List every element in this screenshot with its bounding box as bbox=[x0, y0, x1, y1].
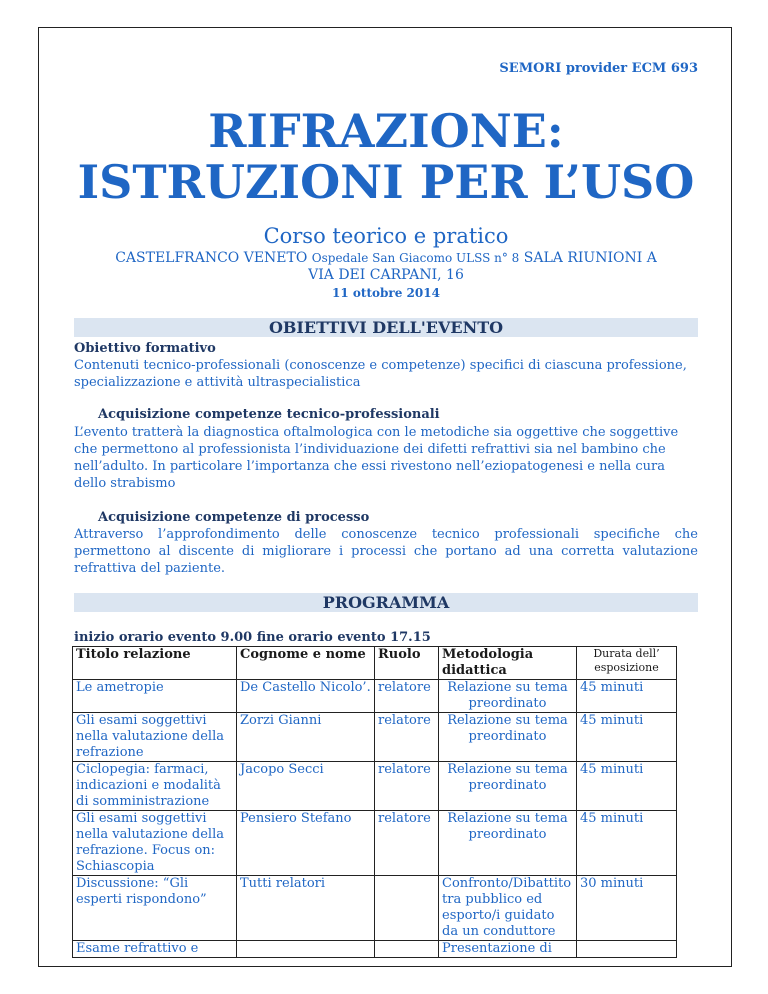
program-heading: PROGRAMMA bbox=[74, 593, 698, 612]
cell-duration: 45 minuti bbox=[577, 680, 677, 713]
col-title-header: Titolo relazione bbox=[73, 647, 237, 680]
cell-method: Presentazione di bbox=[439, 941, 577, 958]
table-row bbox=[73, 811, 677, 876]
section-technical-title: Acquisizione competenze tecnico-professionali bbox=[98, 407, 440, 422]
venue bbox=[74, 250, 698, 284]
program-table-header bbox=[73, 647, 677, 680]
program-table bbox=[72, 646, 677, 958]
cell-duration: 30 minuti bbox=[577, 876, 677, 941]
cell-name: Zorzi Gianni bbox=[237, 713, 375, 762]
provider-label: SEMORI provider ECM 693 bbox=[499, 61, 698, 76]
table-row bbox=[73, 876, 677, 941]
objectives-heading: OBIETTIVI DELL'EVENTO bbox=[74, 318, 698, 337]
cell-title: Discussione: “Gli esperti rispondono” bbox=[73, 876, 237, 941]
venue-hospital: Ospedale San Giacomo ULSS n° 8 bbox=[311, 251, 520, 265]
col-role-header: Ruolo bbox=[375, 647, 439, 680]
cell-name: De Castello Nicolo’. bbox=[237, 680, 375, 713]
cell-name: Pensiero Stefano bbox=[237, 811, 375, 876]
cell-role bbox=[375, 876, 439, 941]
document-page bbox=[38, 27, 732, 967]
col-method-header: Metodologia didattica bbox=[439, 647, 577, 680]
venue-room: SALA RIUNIONI A bbox=[523, 250, 657, 266]
subtitle: Corso teorico e pratico bbox=[263, 224, 509, 248]
cell-role: relatore bbox=[375, 762, 439, 811]
event-date: 11 ottobre 2014 bbox=[332, 286, 440, 300]
cell-method: Relazione su tema preordinato bbox=[439, 811, 577, 876]
venue-city: CASTELFRANCO VENETO bbox=[115, 250, 308, 266]
section-process-title: Acquisizione competenze di processo bbox=[98, 510, 370, 525]
cell-name bbox=[237, 941, 375, 958]
cell-role: relatore bbox=[375, 713, 439, 762]
cell-duration: 45 minuti bbox=[577, 811, 677, 876]
section-technical-text: L’evento tratterà la diagnostica oftalmologica con le metodiche sia oggettive che soggettive che permettono al professionista l’individuazione dei difetti refrattivi sia nel bambino che nell’adulto. In particolare l’importanza che essi rivestono nell’eziopatogenesi e nella cura dello strabismo bbox=[74, 425, 679, 491]
col-name-header: Cognome e nome bbox=[237, 647, 375, 680]
cell-title: Esame refrattivo e bbox=[73, 941, 237, 958]
table-row bbox=[73, 762, 677, 811]
cell-duration: 45 minuti bbox=[577, 713, 677, 762]
goal-text: Contenuti tecnico-professionali (conoscenze e competenze) specifici di ciascuna professione, specializzazione e attività ultraspecialistica bbox=[74, 358, 687, 390]
cell-role: relatore bbox=[375, 811, 439, 876]
goal-label: Obiettivo formativo bbox=[74, 341, 216, 356]
cell-title: Gli esami soggettivi nella valutazione della refrazione bbox=[73, 713, 237, 762]
cell-method: Relazione su tema preordinato bbox=[439, 680, 577, 713]
table-row bbox=[73, 680, 677, 713]
table-row bbox=[73, 713, 677, 762]
cell-duration: 45 minuti bbox=[577, 762, 677, 811]
cell-method: Confronto/Dibattito tra pubblico ed esporto/i guidato da un conduttore bbox=[439, 876, 577, 941]
cell-title: Gli esami soggettivi nella valutazione della refrazione. Focus on: Schiascopia bbox=[73, 811, 237, 876]
cell-title: Le ametropie bbox=[73, 680, 237, 713]
event-timeline: inizio orario evento 9.00 fine orario evento 17.15 bbox=[74, 630, 431, 645]
cell-role: relatore bbox=[375, 680, 439, 713]
cell-method: Relazione su tema preordinato bbox=[439, 713, 577, 762]
cell-role bbox=[375, 941, 439, 958]
section-process-text: Attraverso l’approfondimento delle conoscenze tecnico professionali specifiche che permettono al discente di migliorare i processi che portano ad una corretta valutazione refrattiva del paziente. bbox=[74, 527, 698, 576]
col-duration-header: Durata dell’ esposizione bbox=[577, 647, 677, 680]
cell-method: Relazione su tema preordinato bbox=[439, 762, 577, 811]
cell-duration bbox=[577, 941, 677, 958]
venue-address: VIA DEI CARPANI, 16 bbox=[308, 267, 464, 283]
cell-name: Tutti relatori bbox=[237, 876, 375, 941]
table-row bbox=[73, 941, 677, 958]
main-title-line-2: ISTRUZIONI PER L’USO bbox=[77, 155, 695, 209]
cell-name: Jacopo Secci bbox=[237, 762, 375, 811]
cell-title: Ciclopegia: farmaci, indicazioni e modalità di somministrazione bbox=[73, 762, 237, 811]
main-title-line-1: RIFRAZIONE: bbox=[208, 104, 564, 158]
